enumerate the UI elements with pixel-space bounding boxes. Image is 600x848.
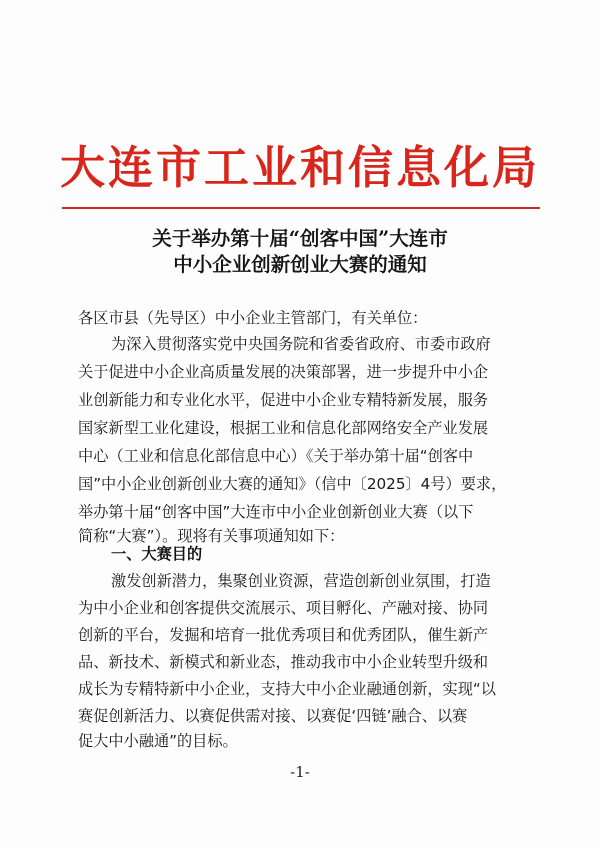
- paragraph-line: 业创新能力和专业化水平，促进中小企业专精特新发展，服务: [78, 391, 489, 409]
- paragraph-line: 成长为专精特新中小企业，支持大中小企业融通创新，实现“以: [78, 680, 496, 698]
- paragraph-line: 品、新技术、新模式和新业态，推动我市中小企业转型升级和: [78, 653, 489, 671]
- paragraph-line: 为中小企业和创客提供交流展示、项目孵化、产融对接、协同: [78, 599, 489, 617]
- paragraph-line: 促大中小融通”的目标。: [78, 732, 238, 750]
- paragraph-line: 国”中小企业创新创业大赛的通知》（信中〔2025〕4号）要求，: [78, 475, 507, 493]
- paragraph-line: 赛促创新活力、以赛促供需对接、以赛促‘四链’融合、以赛: [78, 707, 468, 725]
- paragraph-line: 创新的平台，发掘和培育一批优秀项目和优秀团队，催生新产: [78, 626, 489, 644]
- paragraph-line: 国家新型工业化建设，根据工业和信息化部网络安全产业发展: [78, 419, 489, 437]
- paragraph-line: 关于促进中小企业高质量发展的决策部署，进一步提升中小企: [78, 363, 489, 381]
- paragraph-line: 为深入贯彻落实党中央国务院和省委省政府、市委市政府: [111, 335, 491, 353]
- page-number: -1-: [290, 763, 310, 781]
- issuer-header: 大连市工业和信息化局: [59, 141, 540, 194]
- section-heading: 一、大赛目的: [111, 545, 203, 563]
- document-title-line-1: 关于举办第十届“创客中国”大连市: [152, 227, 448, 250]
- salutation: 各区市县（先导区）中小企业主管部门，有关单位：: [78, 309, 428, 327]
- red-divider-line: [62, 207, 540, 209]
- paragraph-line: 中心（工业和信息化部信息中心）《关于举办第十届“创客中: [78, 447, 474, 465]
- document-title-line-2: 中小企业创新创业大赛的通知: [173, 253, 427, 276]
- paragraph-line: 举办第十届“创客中国”大连市中小企业创新创业大赛（以下: [78, 503, 474, 521]
- paragraph-line: 激发创新潜力，集聚创业资源，营造创新创业氛围，打造: [111, 572, 491, 590]
- paragraph-line: 简称“大赛”）。现将有关事项通知如下：: [78, 527, 345, 545]
